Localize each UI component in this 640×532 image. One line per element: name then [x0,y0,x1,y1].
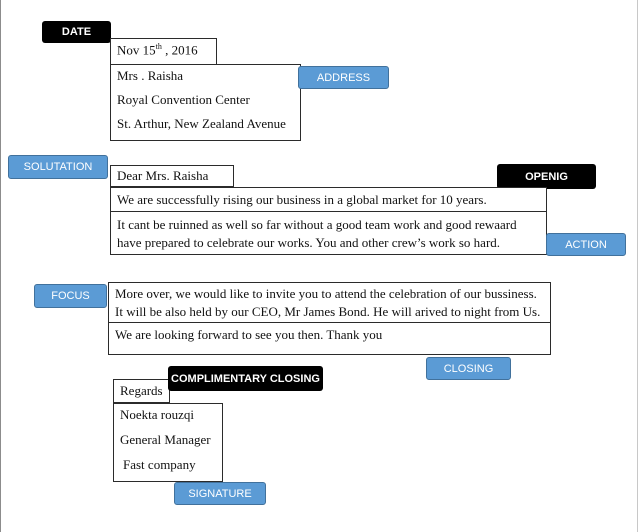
address-label: ADDRESS [298,66,389,89]
action-box [110,211,547,255]
closing-box [108,322,551,355]
signature-line: Noekta rouzqi [120,407,195,422]
date-label: DATE [42,21,111,43]
complimentary-closing-label: COMPLIMENTARY CLOSING [168,366,323,391]
focus-text: More over, we would like to invite you to attend the celebration of our bussiness. It will be also held by our CEO, Mr James Bond. He will arived to night from Us. [115,286,541,319]
closing-text: We are looking forward to see you then. Thank you [115,327,383,342]
date-box [110,38,217,65]
focus-box [108,282,551,323]
date-text: Nov 15th , 2016 [117,42,198,58]
opening-box [110,187,547,212]
address-line: Royal Convention Center [117,92,250,107]
signature-label: SIGNATURE [174,482,266,505]
action-text: It cant be ruinned as well so far without a good team work and good rewaard have prepared to celebrate our works. You and other crew’s work so hard. [117,217,517,250]
opening-text: We are successfully rising our business in a global market for 10 years. [117,192,487,207]
complimentary-closing-box [113,379,170,403]
signature-box [113,403,223,482]
page-edge [637,0,638,532]
signature-line: Fast company [123,457,196,472]
address-line: Mrs . Raisha [117,68,184,83]
complimentary-closing-text: Regards [120,383,163,398]
address-box [110,64,301,141]
action-label: ACTION [546,233,626,256]
signature-line: General Manager [120,432,211,447]
salutation-box [110,165,234,187]
focus-label: FOCUS [34,284,107,308]
opening-label: OPENIG [497,164,596,189]
closing-label: CLOSING [426,357,511,380]
page-edge [0,0,1,532]
address-line: St. Arthur, New Zealand Avenue [117,116,286,131]
salutation-label: SOLUTATION [8,155,108,179]
salutation-text: Dear Mrs. Raisha [117,168,209,183]
